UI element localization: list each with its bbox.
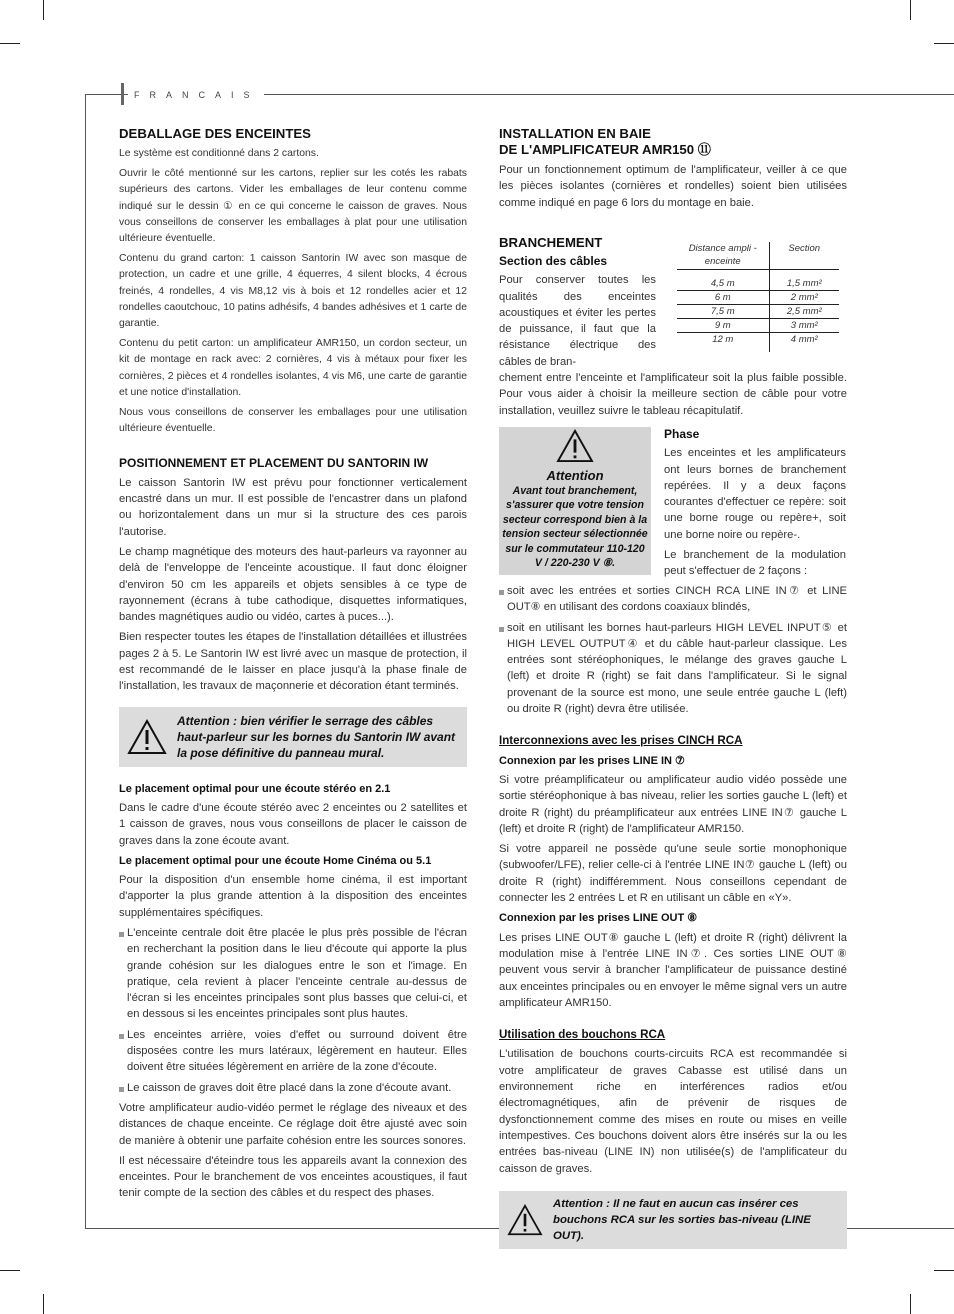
frame-left-line <box>85 94 86 1229</box>
table-row <box>677 333 839 353</box>
paragraph: Si votre appareil ne possède qu'une seule sortie monophonique (subwoofer/LFE), relier celle-ci à l'entrée LINE IN⑦ gauche L (left) ou droite R (right) indifféremment. Nous conseillons cependant de connecter les 2 entrées L et R en utilisant un câble en «Y». <box>499 843 847 905</box>
section-title: DE L'AMPLIFICATEUR AMR150 ⑪ <box>499 142 711 157</box>
table-row <box>677 305 839 319</box>
paragraph: Ouvrir le côté mentionné sur les cartons, replier sur les cotés les rabats supérieurs des cartons. Vider les emballages de leur contenu comme indiqué sur le dessin ① en ce qui concerne le caisson de graves. Nous vous conseillons de conserver les emballages à plat pour une utilisation ultérieure éventuelle. <box>119 168 467 245</box>
table-cell: 3 mm² <box>790 320 818 331</box>
table-header: Distance ampli - enceinte <box>677 242 769 269</box>
table-cell: 2 mm² <box>790 292 818 303</box>
section-title: Interconnexions avec les prises CINCH RCA <box>499 734 743 748</box>
table-cell: 1,5 mm² <box>786 278 822 289</box>
table-cell: 4 mm² <box>790 334 818 345</box>
table-cell: 9 m <box>677 319 769 333</box>
crop-mark <box>43 1294 44 1314</box>
bullet-item: soit en utilisant les bornes haut-parleurs HIGH LEVEL INPUT⑤ et HIGH LEVEL OUTPUT④ et du câble haut-parleur classique. Les entrées sont stéréophoniques, le mélange des graves gauche L (left) et droite R (right) se fait dans l'amplificateur. Si le signal provenant de la source est mono, une seule entrée gauche L (left) ou droite R (right) devra être utilisée. <box>499 620 847 718</box>
crop-mark <box>0 1270 20 1271</box>
bullet-item: L'enceinte centrale doit être placée le plus près possible de l'écran en recherchant la position dans le lieu d'écoute qui apporte la plus grande cohésion sur les dialogues entre le son et l'image. En pratique, cela revient à placer l'enceinte centrale au-dessus de l'écran si les enceintes principales sont plus basses que celui-ci, et en dessous si les enceintes principales sont plus hautes. <box>119 925 467 1023</box>
crop-mark <box>43 0 44 20</box>
paragraph: Si votre préamplificateur ou amplificateur audio vidéo possède une sortie stéréophonique à bas niveau, relier les sorties gauche L (left) et droite R (right) du préamplificateur aux entrées LINE IN⑦ gauche L (left) et droite R (right) de l'amplificateur AMR150. <box>499 773 847 835</box>
attention-box <box>499 427 651 575</box>
left-column <box>119 126 467 1206</box>
header-bar <box>121 83 124 105</box>
bullet-item: soit avec les entrées et sorties CINCH RCA LINE IN⑦ et LINE OUT⑧ en utilisant des cordons coaxiaux blindés, <box>499 583 847 616</box>
right-column-bottom <box>499 583 847 1249</box>
right-column-top <box>499 126 847 215</box>
crop-mark <box>0 43 20 44</box>
subheading: Le placement optimal pour une écoute stéréo en 2.1 <box>119 782 391 795</box>
paragraph: Les enceintes et les amplificateurs ont leurs bornes de branchement repérées. Il y a deux façons courantes d'effectuer ce repère: soit une borne rouge ou repère+, soit une borne noire ou repère-. <box>664 447 846 541</box>
crop-mark <box>910 1294 911 1314</box>
warning-text: Attention : Il ne faut en aucun cas insérer ces bouchons RCA sur les sorties bas-niveau (LINE OUT). <box>553 1197 811 1242</box>
paragraph: Bien respecter toutes les étapes de l'installation détaillées et illustrées pages 2 à 5. Le Santorin IW est livré avec un masque de protection, il est recommandé de le laisser en place jusqu'à la phase finale de l'installation, les travaux de maçonnerie et décoration étant terminés. <box>119 631 467 693</box>
paragraph: Votre amplificateur audio-vidéo permet le réglage des niveaux et des distances de chaque enceinte. Ce réglage doit être ajusté avec soin de manière à obtenir une parfaite cohésion entre les sources sonores. <box>119 1101 467 1147</box>
section-title: BRANCHEMENT <box>499 235 603 250</box>
paragraph: Pour la disposition d'un ensemble home cinéma, il est important d'apporter la plus grande attention à la disposition des enceintes supplémentaires spécifiques. <box>119 874 467 919</box>
subheading: Connexion par les prises LINE OUT ⑧ <box>499 912 698 925</box>
crop-mark <box>934 43 954 44</box>
warning-icon <box>507 1204 543 1236</box>
crop-mark <box>934 1270 954 1271</box>
table-row <box>677 291 839 305</box>
table-cell: 12 m <box>677 333 769 353</box>
subheading: Le placement optimal pour une écoute Home Cinéma ou 5.1 <box>119 854 432 867</box>
section-title: POSITIONNEMENT ET PLACEMENT DU SANTORIN IW <box>119 456 429 471</box>
table-header: Section <box>788 243 821 254</box>
table-row <box>677 277 839 291</box>
table-cell: 6 m <box>677 291 769 305</box>
warning-box <box>119 707 467 767</box>
warning-box <box>499 1191 847 1249</box>
table-cell: 2,5 mm² <box>786 306 822 317</box>
paragraph: Dans le cadre d'une écoute stéréo avec 2 enceintes ou 2 satellites et 1 caisson de graves, nous vous conseillons de placer le caisson de graves dans la zone écoute avant. <box>119 801 467 847</box>
attention-title: Attention <box>546 467 604 483</box>
language-label: FRANCAIS <box>128 87 264 103</box>
section-title: INSTALLATION EN BAIE <box>499 126 651 141</box>
paragraph: Pour conserver toutes les qualités des enceintes acoustiques et éviter les pertes de puissance, il faut que la résistance électrique des câbles de bran- <box>499 274 656 368</box>
subheading: Section des câbles <box>499 254 608 268</box>
crop-mark <box>910 0 911 20</box>
subheading: Phase <box>664 427 700 441</box>
table-cell: 7,5 m <box>677 305 769 319</box>
subheading: Connexion par les prises LINE IN ⑦ <box>499 754 685 767</box>
paragraph: Le branchement de la modulation peut s'effectuer de 2 façons : <box>664 549 846 578</box>
paragraph: Nous vous conseillons de conserver les emballages pour une utilisation ultérieure éventuelle. <box>119 407 467 435</box>
bullet-item: Les enceintes arrière, voies d'effet ou surround doivent être disposées contre les murs latéraux, légèrement en hauteur. Elles doivent être situées légèrement en arrière de la zone d'écoute. <box>119 1027 467 1076</box>
paragraph: L'utilisation de bouchons courts-circuits RCA est recommandée si votre amplificateur de graves Cabasse est utilisé dans un environnement riche en interférences radios et/ou électromagnétiques, afin de prévenir de risques de dysfonctionnement comme des mises en route ou mises en veille intempestives. Ces bouchons doivent alors être insérés sur la ou les entrées bas-niveau (LINE IN) non utilisée(s) de l'amplificateur du caisson de graves. <box>499 1048 847 1175</box>
bullet-item: Le caisson de graves doit être placé dans la zone d'écoute avant. <box>119 1080 467 1096</box>
paragraph: Le champ magnétique des moteurs des haut-parleurs va rayonner au delà de l'enveloppe de l'enceinte acoustique. Il faut donc éloigner d'environ 50 cm les appareils et objets sensibles à ce type de rayonnement (écrans à tube cathodique, disquettes informatiques, bandes magnétiques audio ou vidéo, cartes à puces...). <box>119 545 467 624</box>
table-row <box>677 319 839 333</box>
paragraph: Contenu du petit carton: un amplificateur AMR150, un cordon secteur, un kit de montage en rack avec: 2 cornières, 4 vis à métaux pour fixer les cornières, 2 pièces et 4 rondelles isolantes, 4 vis M6, une carte de garantie et une notice d'installation. <box>119 338 467 398</box>
section-title: Utilisation des bouchons RCA <box>499 1028 666 1042</box>
paragraph: Contenu du grand carton: 1 caisson Santorin IW avec son masque de protection, un cadre et une grille, 4 équerres, 4 silent blocks, 4 écrous freinés, 4 rondelles, 4 vis M8,12 vis à bois et 12 rondelles acier et 12 rondelles caoutchouc, 10 patins adhésifs, 4 bandes adhésives et 1 carte de garantie. <box>119 253 467 330</box>
paragraph: Le caisson Santorin IW est prévu pour fonctionner verticalement encastré dans un mur. Il est possible de l'encastrer dans un plafond ou horizontalement dans un mur si la structure des ces parois l'autorise. <box>119 476 467 538</box>
warning-icon <box>556 429 594 463</box>
phase-section <box>664 426 846 584</box>
section-title: DEBALLAGE DES ENCEINTES <box>119 126 311 141</box>
table-cell: 4,5 m <box>677 277 769 291</box>
paragraph: chement entre l'enceinte et l'amplificateur soit la plus faible possible. Pour vous aider à choisir la meilleure section de câble pour votre installation, veuillez suivre le tableau récapitulatif. <box>499 372 847 417</box>
paragraph: Il est nécessaire d'éteindre tous les appareils avant la connexion des enceintes. Pour le branchement de vos enceintes acoustiques, il faut tenir compte de la section des câbles et du respect des phases. <box>119 1154 467 1200</box>
warning-text: Attention : bien vérifier le serrage des câbles haut-parleur sur les bornes du Santorin IW avant la pose définitive du panneau mural. <box>177 713 456 760</box>
paragraph: Pour un fonctionnement optimum de l'amplificateur, veiller à ce que les pièces isolantes (cornières et rondelles) soient bien utilisées comme indiqué en page 6 lors du montage en baie. <box>499 164 847 209</box>
warning-icon <box>127 719 167 755</box>
attention-text: Avant tout branchement, s'assurer que votre tension secteur correspond bien à la tension secteur sélectionnée sur le commutateur 110-120 V / 220-230 V ⑧. <box>502 484 648 569</box>
paragraph: Les prises LINE OUT⑧ gauche L (left) et droite R (right) délivrent la modulation mise à l'entrée LINE IN⑦. Ces sorties LINE OUT⑧ peuvent vous servir à brancher l'amplificateur de puissance destiné aux enceintes principales ou en envoyer le même signal vers un autre amplificateur AMR150. <box>499 931 847 1009</box>
paragraph: Le système est conditionné dans 2 cartons. <box>119 148 319 159</box>
cable-table <box>677 242 839 352</box>
